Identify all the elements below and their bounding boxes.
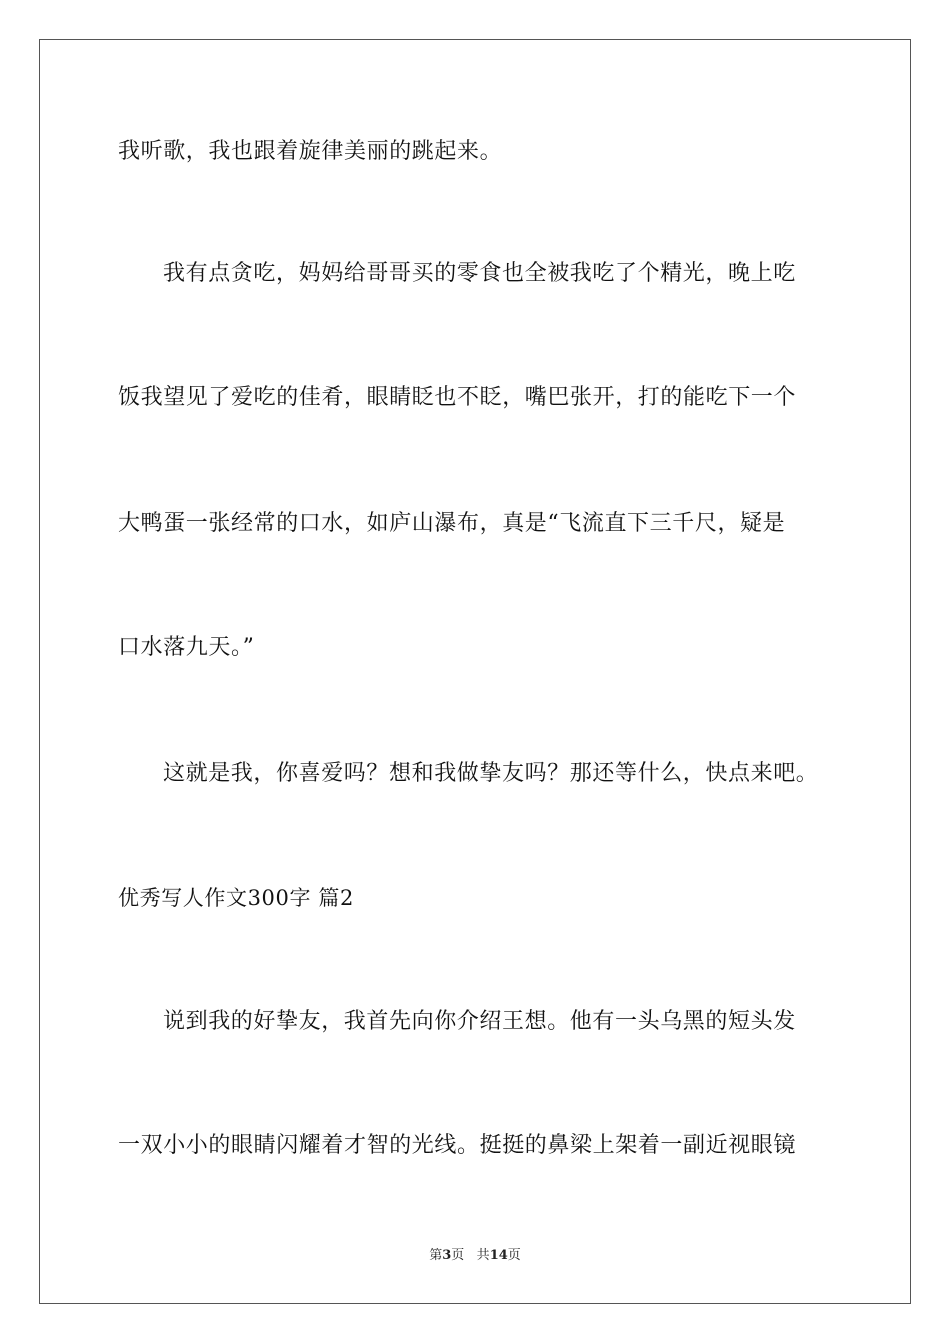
text-line-3: 饭我望见了爱吃的佳肴，眼睛眨也不眨，嘴巴张开，打的能吃下一个 <box>118 385 797 410</box>
text-line-8: 一双小小的眼睛闪耀着才智的光线。挺挺的鼻梁上架着一副近视眼镜 <box>118 1133 797 1158</box>
page-frame <box>39 39 911 1304</box>
footer-total-suffix: 页 <box>507 1248 521 1263</box>
footer-page-current: 3 <box>442 1248 452 1263</box>
footer-page-suffix: 页 <box>451 1248 465 1263</box>
text-line-2: 我有点贪吃，妈妈给哥哥买的零食也全被我吃了个精光，晚上吃 <box>163 261 796 286</box>
footer-total-prefix: 共 <box>476 1248 490 1263</box>
footer-page-prefix: 第 <box>429 1248 443 1263</box>
page-footer <box>0 1247 950 1265</box>
text-line-1: 我听歌，我也跟着旋律美丽的跳起来。 <box>118 139 503 164</box>
text-line-4: 大鸭蛋一张经常的口水，如庐山瀑布，真是“飞流直下三千尺，疑是 <box>118 511 786 536</box>
text-line-7: 说到我的好挚友，我首先向你介绍王想。他有一头乌黑的短头发 <box>163 1009 796 1034</box>
text-line-5: 口水落九天。” <box>118 635 255 660</box>
footer-page-total: 14 <box>489 1248 508 1263</box>
section-heading: 优秀写人作文300字 篇2 <box>118 886 354 910</box>
text-line-6: 这就是我，你喜爱吗？想和我做挚友吗？那还等什么，快点来吧。 <box>163 761 819 786</box>
